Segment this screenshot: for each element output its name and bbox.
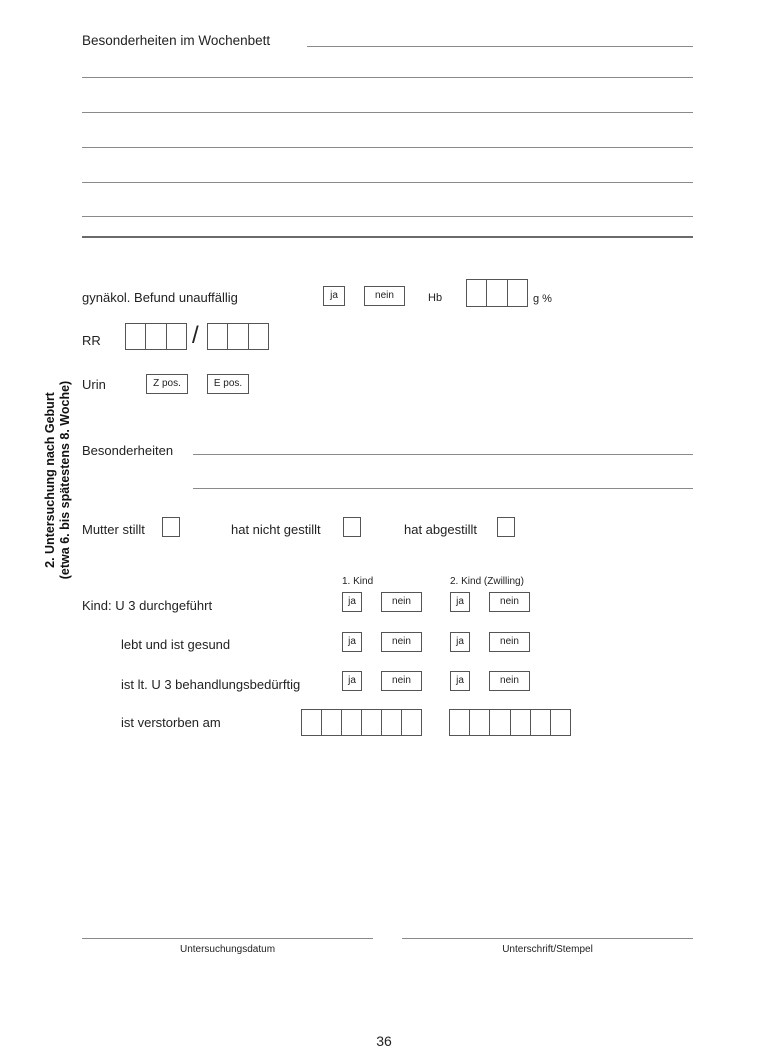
- kind2-u3-ja-checkbox[interactable]: ja: [450, 592, 470, 612]
- wochenbett-line-2[interactable]: [82, 77, 693, 78]
- urin-label: Urin: [82, 377, 106, 392]
- kind1-behandlung-ja-checkbox[interactable]: ja: [342, 671, 362, 691]
- wochenbett-label: Besonderheiten im Wochenbett: [82, 33, 271, 48]
- kind1-u3-nein-checkbox[interactable]: nein: [381, 592, 422, 612]
- kind2-behandlung-ja-checkbox[interactable]: ja: [450, 671, 470, 691]
- hb-label: Hb: [428, 292, 443, 304]
- page-number: 36: [376, 1033, 392, 1049]
- section-title-line1: 2. Untersuchung nach Geburt: [43, 392, 57, 568]
- kind1-verstorben-date-input[interactable]: [301, 709, 422, 736]
- wochenbett-line-4[interactable]: [82, 147, 693, 148]
- kind-gesund-label: lebt und ist gesund: [121, 637, 231, 652]
- rr-diastolic-input[interactable]: [207, 323, 269, 350]
- besonderheiten-line-1[interactable]: [193, 454, 693, 455]
- wochenbett-line-1[interactable]: [307, 46, 693, 47]
- kind1-u3-ja-checkbox[interactable]: ja: [342, 592, 362, 612]
- nicht-gestillt-checkbox[interactable]: [343, 517, 361, 537]
- rr-systolic-input[interactable]: [125, 323, 187, 350]
- kind1-gesund-nein-checkbox[interactable]: nein: [381, 632, 422, 652]
- kind-behandlung-label: ist lt. U 3 behandlungsbedürftig: [121, 677, 301, 692]
- stempel-signature-line[interactable]: [402, 938, 693, 939]
- urin-e-pos-checkbox[interactable]: E pos.: [207, 374, 249, 394]
- besonderheiten-label: Besonderheiten: [82, 443, 174, 458]
- rr-separator: /: [192, 322, 199, 349]
- kind2-u3-nein-checkbox[interactable]: nein: [489, 592, 530, 612]
- kind1-behandlung-nein-checkbox[interactable]: nein: [381, 671, 422, 691]
- mutter-stillt-checkbox[interactable]: [162, 517, 180, 537]
- befund-nein-checkbox[interactable]: nein: [364, 286, 405, 306]
- befund-ja-checkbox[interactable]: ja: [323, 286, 345, 306]
- wochenbett-line-3[interactable]: [82, 112, 693, 113]
- kind1-gesund-ja-checkbox[interactable]: ja: [342, 632, 362, 652]
- section-divider: [82, 236, 693, 238]
- kind2-gesund-nein-checkbox[interactable]: nein: [489, 632, 530, 652]
- signature-label: Unterschrift/Stempel: [502, 944, 593, 955]
- abgestillt-checkbox[interactable]: [497, 517, 515, 537]
- wochenbett-line-6[interactable]: [82, 216, 693, 217]
- kind2-gesund-ja-checkbox[interactable]: ja: [450, 632, 470, 652]
- kind-u3-label: Kind: U 3 durchgeführt: [82, 598, 213, 613]
- nicht-gestillt-label: hat nicht gestillt: [231, 522, 321, 537]
- section-title-line2: (etwa 6. bis spätestens 8. Woche): [58, 380, 72, 580]
- kind-2-header: 2. Kind (Zwilling): [450, 576, 524, 587]
- hb-unit: g %: [533, 293, 552, 305]
- hb-input[interactable]: [466, 279, 528, 307]
- rr-label: RR: [82, 333, 101, 348]
- befund-label: gynäkol. Befund unauffällig: [82, 290, 238, 305]
- kind2-verstorben-date-input[interactable]: [449, 709, 571, 736]
- wochenbett-line-5[interactable]: [82, 182, 693, 183]
- kind-verstorben-label: ist verstorben am: [121, 715, 221, 730]
- datum-label: Untersuchungsdatum: [179, 944, 276, 955]
- section-title: [43, 381, 73, 579]
- abgestillt-label: hat abgestillt: [404, 522, 477, 537]
- kind2-behandlung-nein-checkbox[interactable]: nein: [489, 671, 530, 691]
- besonderheiten-line-2[interactable]: [193, 488, 693, 489]
- kind-1-header: 1. Kind: [342, 576, 374, 587]
- datum-signature-line[interactable]: [82, 938, 373, 939]
- urin-z-pos-checkbox[interactable]: Z pos.: [146, 374, 188, 394]
- mutter-stillt-label: Mutter stillt: [82, 522, 145, 537]
